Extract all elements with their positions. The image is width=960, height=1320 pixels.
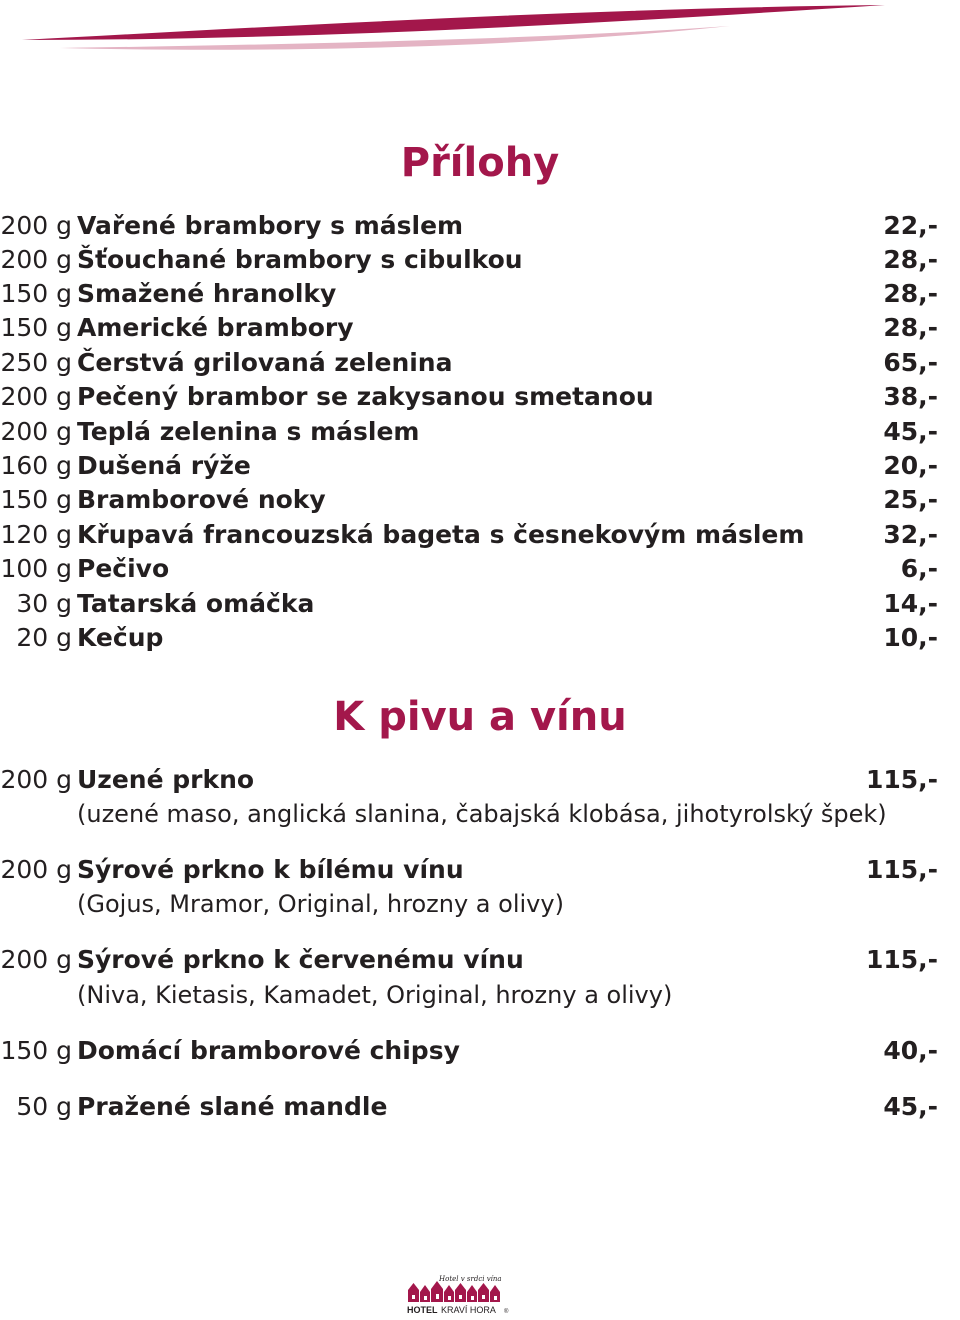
item-price: 40,-	[883, 1036, 938, 1065]
item-name: Kečup	[77, 623, 164, 652]
item-quantity: 30 g	[16, 589, 72, 618]
item-description: (uzené maso, anglická slanina, čabajská klobása, jihotyrolský špek)	[77, 800, 887, 828]
menu-item	[0, 1090, 960, 1124]
item-name: Smažené hranolky	[77, 279, 337, 308]
item-quantity: 200 g	[0, 382, 72, 411]
menu-item	[0, 518, 960, 552]
item-quantity: 150 g	[0, 1036, 72, 1065]
item-name: Sýrové prkno k bílému vínu	[77, 855, 464, 884]
item-quantity: 200 g	[0, 765, 72, 794]
menu-item	[0, 311, 960, 345]
header-swoosh	[0, 0, 960, 60]
item-price: 32,-	[883, 520, 938, 549]
item-price: 115,-	[865, 945, 938, 974]
item-description: (Niva, Kietasis, Kamadet, Original, hrozny a olivy)	[77, 981, 673, 1009]
menu-item	[0, 587, 960, 621]
item-name: Uzené prkno	[77, 765, 255, 794]
item-name: Vařené brambory s máslem	[77, 211, 464, 240]
item-name: Tatarská omáčka	[77, 589, 315, 618]
section-title-k-pivu-a-vinu: K pivu a vínu	[333, 694, 627, 740]
item-quantity: 200 g	[0, 945, 72, 974]
item-name: Čerstvá grilovaná zelenina	[77, 348, 453, 377]
item-quantity: 150 g	[0, 485, 72, 514]
menu-item	[0, 346, 960, 380]
menu-item	[0, 243, 960, 277]
menu-item	[0, 621, 960, 655]
item-quantity: 200 g	[0, 211, 72, 240]
item-quantity: 20 g	[16, 623, 72, 652]
menu-item	[0, 763, 960, 797]
item-price: 45,-	[883, 417, 938, 446]
item-price: 6,-	[900, 554, 938, 583]
item-name: Bramborové noky	[77, 485, 326, 514]
house-row-icon	[408, 1281, 500, 1302]
item-price: 10,-	[883, 623, 938, 652]
menu-item	[0, 943, 960, 977]
logo-registered-mark: ®	[504, 1309, 509, 1315]
item-description: (Gojus, Mramor, Original, hrozny a olivy)	[77, 890, 564, 918]
logo-hotel-word: HOTEL	[407, 1305, 438, 1315]
item-quantity: 200 g	[0, 855, 72, 884]
menu-item	[0, 483, 960, 517]
item-price: 22,-	[883, 211, 938, 240]
item-name: Dušená rýže	[77, 451, 251, 480]
item-name: Domácí bramborové chipsy	[77, 1036, 460, 1065]
item-price: 38,-	[883, 382, 938, 411]
item-price: 20,-	[883, 451, 938, 480]
item-name: Pražené slané mandle	[77, 1092, 388, 1121]
item-quantity: 150 g	[0, 313, 72, 342]
menu-item	[0, 380, 960, 414]
item-name: Americké brambory	[77, 313, 354, 342]
menu-item	[0, 277, 960, 311]
item-name: Pečivo	[77, 554, 170, 583]
item-quantity: 200 g	[0, 245, 72, 274]
item-name: Šťouchané brambory s cibulkou	[77, 245, 523, 274]
item-quantity: 150 g	[0, 279, 72, 308]
item-name: Křupavá francouzská bageta s česnekovým máslem	[77, 520, 805, 549]
item-name: Sýrové prkno k červenému vínu	[77, 945, 524, 974]
logo-tagline: Hotel v srdci vína	[439, 1275, 502, 1283]
item-quantity: 160 g	[0, 451, 72, 480]
item-name: Pečený brambor se zakysanou smetanou	[77, 382, 654, 411]
menu-item	[0, 415, 960, 449]
item-quantity: 250 g	[0, 348, 72, 377]
logo-hotel-name: KRAVÍ HORA	[441, 1305, 496, 1315]
menu-item	[0, 1034, 960, 1068]
item-quantity: 200 g	[0, 417, 72, 446]
menu-item	[0, 209, 960, 243]
menu-item	[0, 552, 960, 586]
item-quantity: 120 g	[0, 520, 72, 549]
section-title-prilohy: Přílohy	[400, 140, 560, 186]
item-price: 115,-	[865, 855, 938, 884]
item-price: 65,-	[883, 348, 938, 377]
item-price: 28,-	[883, 279, 938, 308]
item-name: Teplá zelenina s máslem	[77, 417, 420, 446]
item-price: 115,-	[865, 765, 938, 794]
item-price: 25,-	[883, 485, 938, 514]
item-price: 45,-	[883, 1092, 938, 1121]
item-price: 28,-	[883, 313, 938, 342]
item-quantity: 50 g	[16, 1092, 72, 1121]
item-quantity: 100 g	[0, 554, 72, 583]
menu-item	[0, 449, 960, 483]
item-price: 28,-	[883, 245, 938, 274]
hotel-logo	[405, 1272, 515, 1316]
item-price: 14,-	[883, 589, 938, 618]
menu-item	[0, 853, 960, 887]
